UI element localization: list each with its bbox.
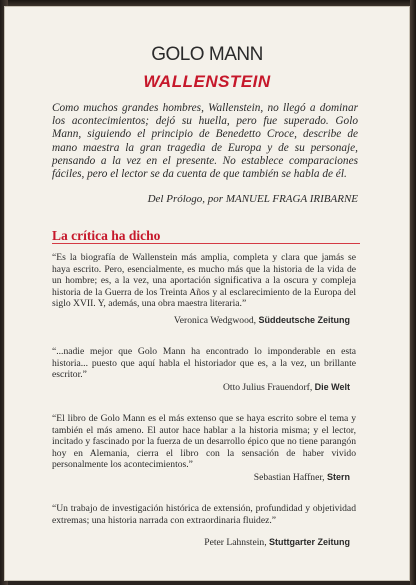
back-cover xyxy=(4,6,410,581)
prologue-excerpt: Como muchos grandes hombres, Wallenstein, no llegó a dominar los acontecimientos; dejó su huella, pero fue superado. Golo Mann, siguiendo el principio de Benedetto Croce, describe de mano maestra la gran tragedia de Europa y de su personaje, pensando a la vez en el presente. No establece comparaciones fáciles, pero el lector se da cuenta de que también se habla de él. xyxy=(52,102,358,181)
review-quote: “...nadie mejor que Golo Mann ha encontrado lo imponderable en esta historia... puesto que aquí habla el historiador que es, a la vez, un brillante escritor.” xyxy=(52,346,356,380)
prologue-source: Del Prólogo, por MANUEL FRAGA IRIBARNE xyxy=(147,193,358,205)
review-quote: “El libro de Golo Mann es el más extenso que se haya escrito sobre el tema y también el más ameno. El autor hace hablar a la historia misma; y el lector, incitado y fascinado por la fuerza de un desarrollo épico que no tiene parangón hoy en Alemania, cierra el libro con la sensación de haber vivido personalmente los acontecimientos.” xyxy=(52,413,356,470)
reviewer-name: Veronica Wedgwood, xyxy=(173,315,257,326)
author-name: GOLO MANN xyxy=(151,44,263,65)
review-quote: “Un trabajo de investigación histórica de extensión, profundidad y objetividad extremas; una historia narrada con extraordinaria fluidez.” xyxy=(52,503,356,526)
reviewer-name: Sebastian Haffner, xyxy=(253,472,325,483)
review-attribution xyxy=(223,382,350,393)
book-right-edge xyxy=(410,0,416,585)
book-title: WALLENSTEIN xyxy=(143,72,271,91)
reviewer-name: Peter Lahnstein, xyxy=(204,537,267,548)
publication-name: Stuttgarter Zeitung xyxy=(269,537,350,547)
publication-name: Stern xyxy=(326,472,350,482)
publication-name: Süddeutsche Zeitung xyxy=(258,315,350,325)
publication-name: Die Welt xyxy=(314,382,350,392)
review-attribution xyxy=(174,315,350,326)
review-quote: “Es la biografía de Wallenstein más amplia, completa y clara que jamás se haya escrito. Pero, esencialmente, es mucho más que la historia de la vida de un hombre; es, a la vez, una aportación significativa a la oscura y compleja historia de la Guerra de los Treinta Años y al esclarecimiento de la Europa del siglo XVII. Y, además, una obra maestra literaria.” xyxy=(52,252,356,309)
critics-heading: La crítica ha dicho xyxy=(52,228,161,243)
reviewer-name: Otto Julius Frauendorf, xyxy=(222,382,313,393)
heading-rule xyxy=(52,243,360,244)
review-attribution xyxy=(254,472,350,483)
review-attribution xyxy=(204,537,350,548)
